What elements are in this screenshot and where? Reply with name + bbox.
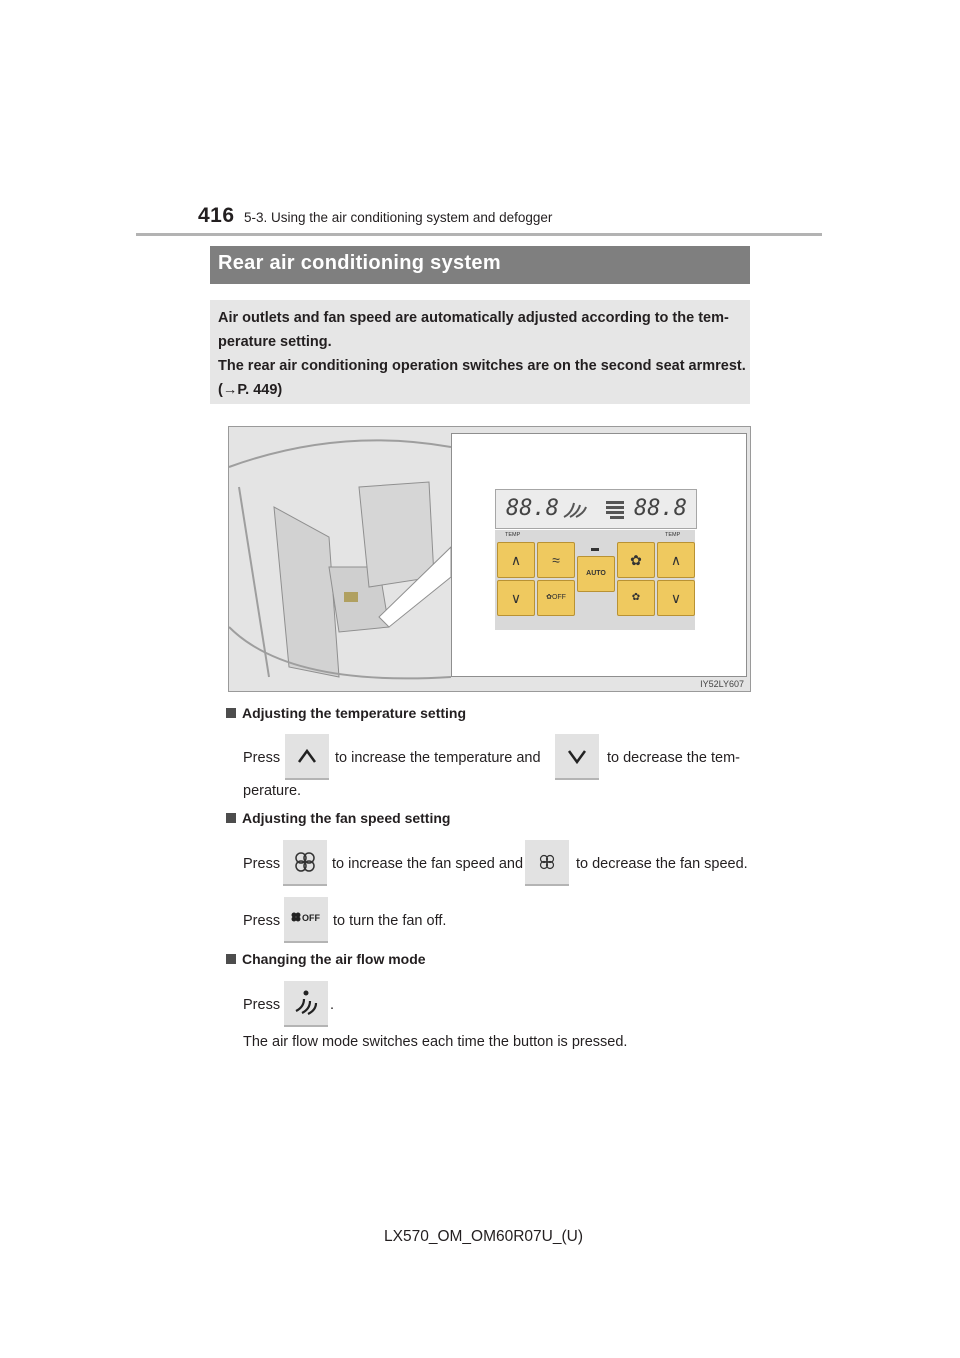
airflow-press-text: Press	[243, 997, 281, 1013]
bullet-square-icon	[226, 708, 236, 718]
cabin-drawing	[229, 427, 451, 691]
rear-ac-button-panel	[495, 530, 695, 630]
panel-fan-up-button[interactable]: ✿	[617, 542, 655, 578]
intro-box	[210, 300, 750, 404]
panel-auto-button[interactable]: AUTO	[577, 556, 615, 592]
panel-off-label: OFF	[551, 594, 566, 601]
temp-section-heading	[226, 705, 466, 721]
fan-down-button-icon	[525, 840, 569, 886]
document-code-footer: LX570_OM_OM60R07U_(U)	[384, 1228, 584, 1245]
rear-ac-display	[495, 489, 697, 529]
fan-off-label: OFF	[302, 913, 320, 923]
panel-airflow-button[interactable]: ≈	[537, 542, 575, 578]
temp-heading-text: Adjusting the temperature setting	[242, 705, 467, 721]
temp-mid-text: to increase the temperature and	[335, 750, 541, 766]
panel-temp-down-right[interactable]: ∨	[657, 580, 695, 616]
bullet-square-icon	[226, 813, 236, 823]
panel-fan-down-button[interactable]: ✿	[617, 580, 655, 616]
fan-end-text: to decrease the fan speed.	[576, 856, 748, 872]
page-number: 416	[198, 204, 235, 227]
fan-up-button-icon	[283, 840, 327, 886]
airflow-note: The air flow mode switches each time the button is pressed.	[243, 1034, 628, 1050]
section-heading-bar	[210, 246, 750, 284]
airflow-heading-text: Changing the air flow mode	[242, 951, 426, 967]
airflow-display-icon	[560, 499, 590, 521]
temp-down-button-icon	[555, 734, 599, 780]
control-panel-callout	[451, 433, 747, 677]
fan-off-text: to turn the fan off.	[333, 913, 447, 929]
fan-section-heading	[226, 810, 450, 826]
temp-label-left: TEMP	[505, 532, 521, 538]
fan-off-button-icon	[284, 897, 328, 943]
panel-temp-up-right[interactable]: ∧	[657, 542, 695, 578]
panel-fan-off-button[interactable]: ✿OFF	[537, 580, 575, 616]
airflow-section-heading	[226, 951, 426, 967]
rear-cabin-illustration	[228, 426, 751, 692]
header-divider	[136, 233, 822, 236]
temp-cont-text: perature.	[243, 783, 302, 799]
temp-end-text: to decrease the tem-	[607, 750, 740, 766]
lcd-temp-left: 88.8	[506, 496, 559, 521]
airflow-button-icon	[284, 981, 328, 1027]
fan-press-text: Press	[243, 856, 281, 872]
fan-off-press-text: Press	[243, 913, 281, 929]
airflow-end-text: .	[330, 997, 335, 1013]
fan-heading-text: Adjusting the fan speed setting	[242, 810, 451, 826]
bullet-square-icon	[226, 954, 236, 964]
panel-temp-down-left[interactable]: ∨	[497, 580, 535, 616]
auto-indicator	[591, 548, 599, 551]
lcd-temp-right: 88.8	[634, 496, 687, 521]
section-heading: Rear air conditioning system	[218, 252, 501, 274]
fan-level-display-icon	[604, 499, 634, 521]
section-title: 5-3. Using the air conditioning system and defogger	[244, 210, 553, 225]
panel-temp-up-left[interactable]: ∧	[497, 542, 535, 578]
intro-paragraph-2: The rear air conditioning operation switches are on the second seat armrest. (→P. 449)	[218, 358, 746, 398]
fan-mid-text: to increase the fan speed and	[332, 856, 524, 872]
temp-label-right: TEMP	[665, 532, 681, 538]
temp-up-button-icon	[285, 734, 329, 780]
temp-press-text: Press	[243, 750, 281, 766]
figure-code: IY52LY607	[700, 679, 744, 689]
intro-paragraph-1: Air outlets and fan speed are automatically adjusted according to the tem-perature setting.	[218, 310, 729, 350]
